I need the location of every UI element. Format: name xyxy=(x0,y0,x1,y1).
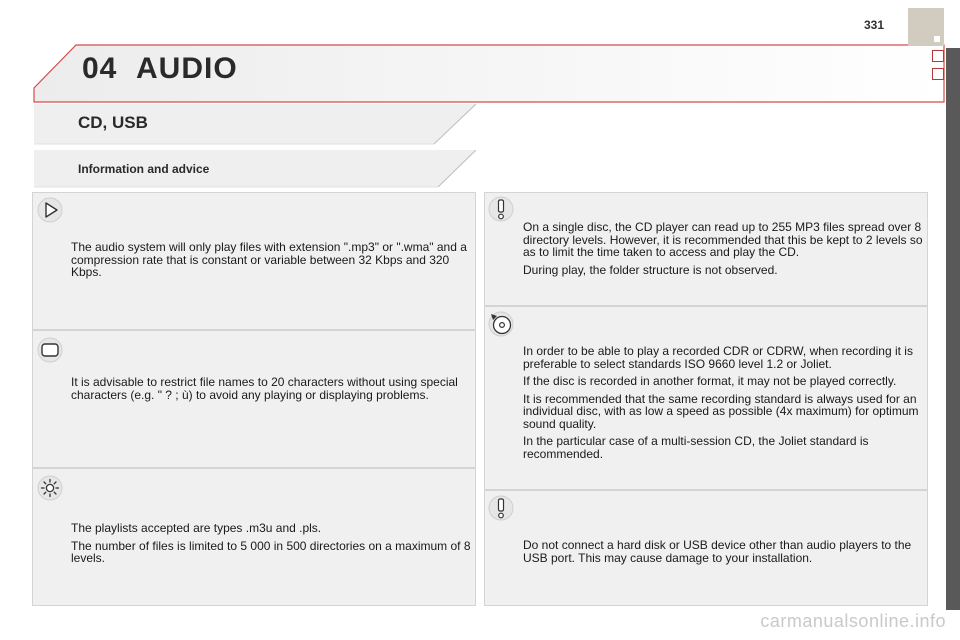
panel-paragraph: The number of files is limited to 5 000 in 500 directories on a maximum of 8 levels. xyxy=(71,538,471,565)
panel-body xyxy=(71,522,471,570)
footer-watermark: carmanualsonline.info xyxy=(760,611,946,631)
info-panel-recording-standards xyxy=(484,306,928,490)
panel-body xyxy=(71,376,471,406)
panel-paragraph: In order to be able to play a recorded CDR or CDRW, when recording it is preferable to select standards ISO 9660 level 1.2 or Joliet. xyxy=(523,344,913,371)
play-triangle-icon xyxy=(37,197,63,223)
panel-body xyxy=(523,345,925,465)
info-panel-file-names xyxy=(32,330,476,468)
panel-body xyxy=(71,241,471,284)
sun-tip-icon xyxy=(37,475,63,501)
page-number: 331 xyxy=(864,18,885,32)
exclamation-icon xyxy=(488,495,514,521)
section-title: CD, USB xyxy=(78,113,148,132)
disc-icon xyxy=(488,311,514,337)
panel-paragraph: On a single disc, the CD player can read up to 255 MP3 files spread over 8 directory levels. However, it is recommended that this be kept to 2 levels so as to limit the time taken to access and play the CD. xyxy=(523,220,923,259)
corner-tab-mark xyxy=(934,36,940,42)
panel-paragraph: The audio system will only play files with extension ".mp3" or ".wma" and a compression rate that is constant or variable between 32 Kbps and 320 Kbps. xyxy=(71,240,467,279)
panel-paragraph: If the disc is recorded in another format, it may not be played correctly. xyxy=(523,374,897,388)
panel-paragraph: During play, the folder structure is not observed. xyxy=(523,262,778,277)
chapter-title: AUDIO xyxy=(136,52,238,85)
warning-panel-usb-devices xyxy=(484,490,928,606)
panel-body xyxy=(523,539,925,569)
rounded-rectangle-icon xyxy=(37,337,63,363)
info-panel-playlists xyxy=(32,468,476,606)
subsection-title: Information and advice xyxy=(78,162,210,176)
panel-paragraph: It is recommended that the same recording standard is always used for an individual disc, with as low a speed as possible (4x maximum) for optimum sound quality. xyxy=(523,391,919,431)
panel-body xyxy=(523,221,925,281)
chapter-marker-box xyxy=(932,68,944,80)
corner-tab xyxy=(908,8,944,46)
info-panel-file-format xyxy=(32,192,476,330)
panel-paragraph: The playlists accepted are types .m3u and .pls. xyxy=(71,521,322,535)
panel-paragraph: Do not connect a hard disk or USB device other than audio players to the USB port. This may cause damage to your installation. xyxy=(523,538,912,565)
chapter-number: 04 xyxy=(82,52,118,85)
panel-paragraph: It is advisable to restrict file names to 20 characters without using special characters (e.g. " ? ; ù) to avoid any playing or displaying problems. xyxy=(71,375,458,402)
panel-paragraph: In the particular case of a multi-session CD, the Joliet standard is recommended. xyxy=(523,434,869,461)
chapter-marker-box xyxy=(932,50,944,62)
side-chapter-bar xyxy=(946,48,960,610)
exclamation-icon xyxy=(488,196,514,222)
warning-panel-mp3-limits xyxy=(484,192,928,306)
